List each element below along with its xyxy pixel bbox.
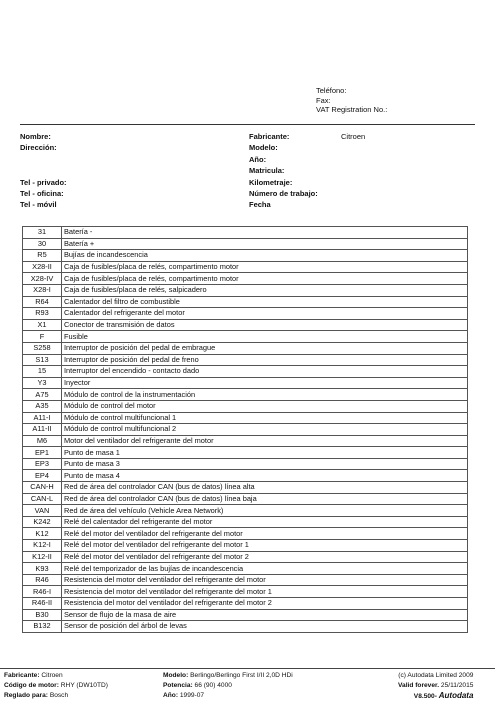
component-code: K242 bbox=[23, 516, 62, 528]
table-row bbox=[23, 458, 468, 470]
component-code: A35 bbox=[23, 400, 62, 412]
fabricante-value: Citroen bbox=[341, 132, 366, 141]
component-description: Bujías de incandescencia bbox=[62, 250, 468, 262]
footer-fabricante-label: Fabricante: bbox=[4, 672, 40, 679]
table-row bbox=[23, 400, 468, 412]
table-row bbox=[23, 609, 468, 621]
component-description: Relé del temporizador de las bujías de incandescencia bbox=[62, 563, 468, 575]
component-description: Batería - bbox=[62, 227, 468, 239]
footer-codigo-value: RHY (DW10TD) bbox=[60, 681, 108, 689]
component-description: Punto de masa 3 bbox=[62, 458, 468, 470]
component-description: Inyector bbox=[62, 377, 468, 389]
table-row bbox=[23, 331, 468, 343]
component-description: Módulo de control de la instrumentación bbox=[62, 389, 468, 401]
component-description: Conector de transmisión de datos bbox=[62, 319, 468, 331]
table-row bbox=[23, 342, 468, 354]
component-code: EP3 bbox=[23, 458, 62, 470]
component-code: EP1 bbox=[23, 447, 62, 459]
component-code: Y3 bbox=[23, 377, 62, 389]
customer-info bbox=[20, 131, 220, 211]
component-description: Interruptor del encendido - contacto dado bbox=[62, 366, 468, 378]
table-row bbox=[23, 412, 468, 424]
table-row bbox=[23, 586, 468, 598]
component-description: Punto de masa 1 bbox=[62, 447, 468, 459]
component-description: Calentador del refrigerante del motor bbox=[62, 308, 468, 320]
component-description: Relé del calentador del refrigerante del motor bbox=[62, 516, 468, 528]
component-code: K12-II bbox=[23, 551, 62, 563]
component-description: Batería + bbox=[62, 238, 468, 250]
footer-codigo-label: Código de motor: bbox=[4, 681, 59, 689]
component-code: X28-II bbox=[23, 261, 62, 273]
component-description: Caja de fusibles/placa de relés, salpicadero bbox=[62, 284, 468, 296]
tel-oficina-label: Tel - oficina: bbox=[20, 188, 64, 198]
component-code: K12 bbox=[23, 528, 62, 540]
component-code: CAN-H bbox=[23, 482, 62, 494]
component-description: Resistencia del motor del ventilador del refrigerante del motor bbox=[62, 574, 468, 586]
footer-copyright-info bbox=[398, 671, 473, 701]
component-description: Interruptor de posición del pedal de freno bbox=[62, 354, 468, 366]
vehicle-info bbox=[249, 131, 479, 211]
footer-valid-date: 25/11/2015 bbox=[440, 681, 474, 689]
component-code: A75 bbox=[23, 389, 62, 401]
kilometraje-label: Kilometraje: bbox=[249, 177, 293, 187]
contact-block bbox=[316, 86, 387, 115]
component-code: X28-I bbox=[23, 284, 62, 296]
component-code: 15 bbox=[23, 366, 62, 378]
component-description: Red de área del controlador CAN (bus de datos) línea baja bbox=[62, 493, 468, 505]
numero-trabajo-label: Número de trabajo: bbox=[249, 188, 318, 198]
direccion-label: Dirección: bbox=[20, 143, 57, 153]
table-row bbox=[23, 516, 468, 528]
component-code: VAN bbox=[23, 505, 62, 517]
component-description: Sensor de flujo de la masa de aire bbox=[62, 609, 468, 621]
table-row bbox=[23, 284, 468, 296]
table-row bbox=[23, 261, 468, 273]
table-row bbox=[23, 250, 468, 262]
modelo-label: Modelo: bbox=[249, 143, 278, 153]
table-row bbox=[23, 389, 468, 401]
fax-label: Fax: bbox=[316, 95, 331, 105]
telefono-label: Teléfono: bbox=[316, 86, 347, 95]
table-row bbox=[23, 574, 468, 586]
footer-reglado-label: Reglado para: bbox=[4, 691, 48, 699]
component-code: 31 bbox=[23, 227, 62, 239]
table-row bbox=[23, 551, 468, 563]
table-row bbox=[23, 273, 468, 285]
component-code: R93 bbox=[23, 308, 62, 320]
component-description: Resistencia del motor del ventilador del refrigerante del motor 1 bbox=[62, 586, 468, 598]
component-code: R46-I bbox=[23, 586, 62, 598]
footer-ano-value: 1999-07 bbox=[179, 691, 205, 699]
vat-label: VAT Registration No.: bbox=[316, 105, 388, 114]
component-code: R64 bbox=[23, 296, 62, 308]
component-description: Módulo de control del motor bbox=[62, 400, 468, 412]
footer-valid-label: Valid forever. bbox=[398, 681, 440, 689]
component-description: Caja de fusibles/placa de relés, compartimento motor bbox=[62, 273, 468, 285]
component-code: R5 bbox=[23, 250, 62, 262]
component-description: Interruptor de posición del pedal de embrague bbox=[62, 342, 468, 354]
table-row bbox=[23, 563, 468, 575]
footer-model-info bbox=[163, 671, 293, 700]
table-row bbox=[23, 354, 468, 366]
component-code: K12-I bbox=[23, 540, 62, 552]
component-description: Red de área del vehículo (Vehicle Area Network) bbox=[62, 505, 468, 517]
footer-divider bbox=[0, 668, 495, 669]
component-description: Relé del motor del ventilador del refrigerante del motor 2 bbox=[62, 551, 468, 563]
component-description: Calentador del filtro de combustible bbox=[62, 296, 468, 308]
component-code: X28-IV bbox=[23, 273, 62, 285]
table-row bbox=[23, 621, 468, 633]
fecha-label: Fecha bbox=[249, 200, 271, 210]
component-description: Relé del motor del ventilador del refrigerante del motor bbox=[62, 528, 468, 540]
footer-potencia-value: 66 (90) 4000 bbox=[194, 681, 232, 689]
tel-privado-label: Tel - privado: bbox=[20, 177, 67, 187]
component-code: B30 bbox=[23, 609, 62, 621]
component-code: A11-II bbox=[23, 424, 62, 436]
component-code: CAN-L bbox=[23, 493, 62, 505]
table-row bbox=[23, 447, 468, 459]
component-code: X1 bbox=[23, 319, 62, 331]
table-row bbox=[23, 528, 468, 540]
component-code: 30 bbox=[23, 238, 62, 250]
table-row bbox=[23, 227, 468, 239]
component-description: Módulo de control multifuncional 2 bbox=[62, 424, 468, 436]
component-description: Caja de fusibles/placa de relés, compartimento motor bbox=[62, 261, 468, 273]
component-description: Fusible bbox=[62, 331, 468, 343]
footer-modelo-label: Modelo: bbox=[163, 672, 189, 679]
component-code: S258 bbox=[23, 342, 62, 354]
component-code: K93 bbox=[23, 563, 62, 575]
table-row bbox=[23, 540, 468, 552]
autodata-logo: Autodata bbox=[438, 690, 474, 700]
component-code: R46-II bbox=[23, 598, 62, 610]
component-description: Relé del motor del ventilador del refrigerante del motor 1 bbox=[62, 540, 468, 552]
footer-version: V8.500- bbox=[413, 692, 437, 700]
component-description: Punto de masa 4 bbox=[62, 470, 468, 482]
table-row bbox=[23, 238, 468, 250]
table-row bbox=[23, 598, 468, 610]
table-row bbox=[23, 308, 468, 320]
component-code: F bbox=[23, 331, 62, 343]
footer-engine-info bbox=[4, 671, 108, 700]
component-code: A11-I bbox=[23, 412, 62, 424]
ano-label: Año: bbox=[249, 154, 267, 164]
component-description: Motor del ventilador del refrigerante del motor bbox=[62, 435, 468, 447]
header-divider bbox=[20, 124, 475, 125]
table-row bbox=[23, 435, 468, 447]
component-table bbox=[22, 226, 468, 633]
nombre-label: Nombre: bbox=[20, 132, 51, 141]
footer-fabricante-value: Citroen bbox=[41, 672, 63, 679]
table-row bbox=[23, 470, 468, 482]
tel-movil-label: Tel - móvil bbox=[20, 200, 57, 210]
footer-ano-label: Año: bbox=[163, 691, 179, 699]
component-description: Resistencia del motor del ventilador del refrigerante del motor 2 bbox=[62, 598, 468, 610]
table-row bbox=[23, 493, 468, 505]
table-row bbox=[23, 366, 468, 378]
table-row bbox=[23, 482, 468, 494]
footer-potencia-label: Potencia: bbox=[163, 681, 193, 689]
component-code: B132 bbox=[23, 621, 62, 633]
component-code: M6 bbox=[23, 435, 62, 447]
footer-reglado-value: Bosch bbox=[49, 691, 69, 699]
table-row bbox=[23, 424, 468, 436]
component-description: Sensor de posición del árbol de levas bbox=[62, 621, 468, 633]
table-row bbox=[23, 319, 468, 331]
footer-copyright: (c) Autodata Limited 2009 bbox=[398, 672, 474, 679]
fabricante-label: Fabricante: bbox=[249, 132, 290, 141]
component-code: R46 bbox=[23, 574, 62, 586]
component-code: EP4 bbox=[23, 470, 62, 482]
table-row bbox=[23, 377, 468, 389]
table-row bbox=[23, 505, 468, 517]
footer-modelo-value: Berlingo/Berlingo First I/II 2,0D HDi bbox=[190, 672, 293, 679]
component-description: Red de área del controlador CAN (bus de datos) línea alta bbox=[62, 482, 468, 494]
matricula-label: Matricula: bbox=[249, 166, 285, 176]
component-code: S13 bbox=[23, 354, 62, 366]
component-description: Módulo de control multifuncional 1 bbox=[62, 412, 468, 424]
table-row bbox=[23, 296, 468, 308]
